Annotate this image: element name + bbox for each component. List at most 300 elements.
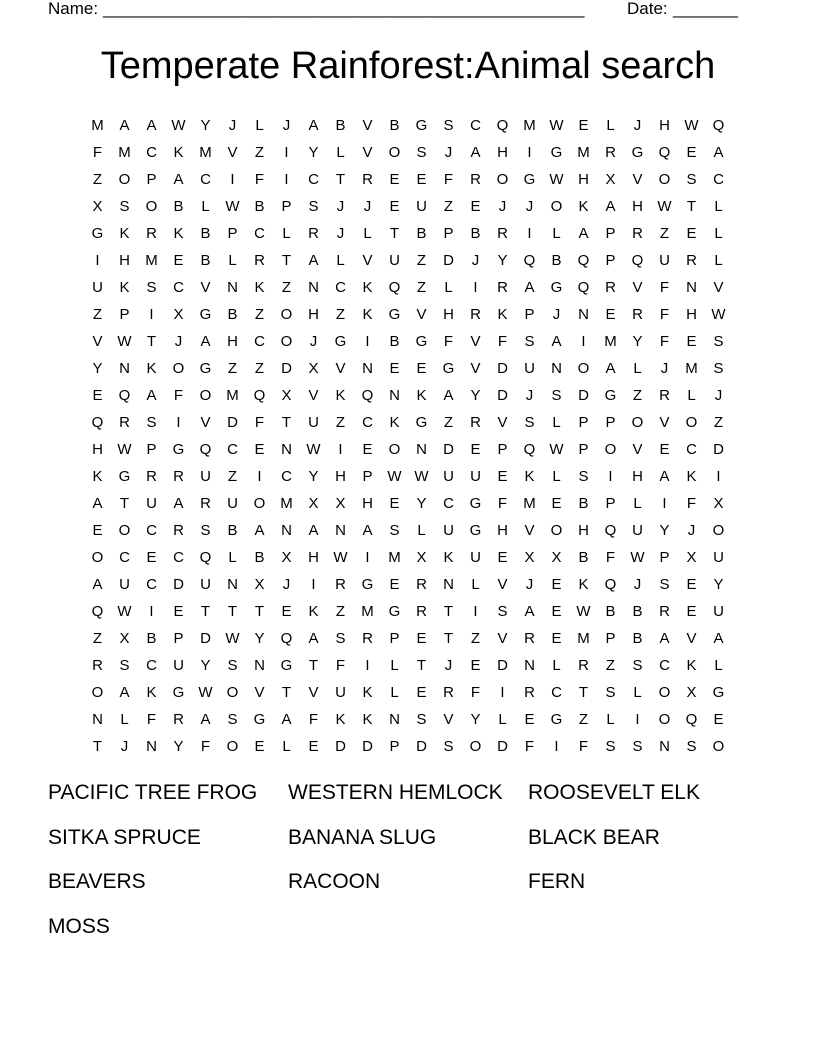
grid-letter[interactable]: U: [92, 279, 103, 296]
grid-letter[interactable]: O: [685, 414, 698, 431]
grid-letter[interactable]: X: [551, 549, 562, 566]
grid-letter[interactable]: O: [388, 144, 401, 161]
grid-letter[interactable]: D: [497, 738, 508, 755]
grid-letter[interactable]: J: [714, 387, 723, 404]
grid-letter[interactable]: I: [95, 252, 100, 269]
grid-letter[interactable]: G: [712, 684, 725, 701]
grid-letter[interactable]: T: [200, 603, 211, 620]
grid-letter[interactable]: L: [417, 522, 426, 539]
grid-letter[interactable]: F: [254, 171, 265, 188]
grid-letter[interactable]: Q: [658, 144, 671, 161]
grid-letter[interactable]: L: [606, 711, 615, 728]
grid-letter[interactable]: S: [605, 684, 616, 701]
grid-letter[interactable]: E: [389, 360, 400, 377]
grid-letter[interactable]: E: [605, 306, 616, 323]
grid-letter[interactable]: S: [119, 657, 130, 674]
grid-letter[interactable]: E: [389, 576, 400, 593]
grid-letter[interactable]: S: [416, 144, 427, 161]
grid-letter[interactable]: J: [444, 144, 453, 161]
grid-letter[interactable]: Q: [604, 576, 617, 593]
grid-letter[interactable]: A: [119, 117, 130, 134]
grid-letter[interactable]: S: [524, 414, 535, 431]
grid-letter[interactable]: F: [146, 711, 157, 728]
grid-letter[interactable]: J: [633, 117, 642, 134]
grid-letter[interactable]: W: [333, 549, 348, 566]
grid-letter[interactable]: U: [443, 468, 454, 485]
grid-letter[interactable]: R: [605, 279, 616, 296]
grid-letter[interactable]: P: [578, 414, 589, 431]
grid-letter[interactable]: X: [254, 576, 265, 593]
grid-letter[interactable]: H: [362, 495, 373, 512]
grid-letter[interactable]: S: [443, 738, 454, 755]
grid-letter[interactable]: X: [416, 549, 427, 566]
grid-letter[interactable]: E: [551, 603, 562, 620]
grid-letter[interactable]: A: [173, 495, 184, 512]
grid-letter[interactable]: V: [686, 630, 697, 647]
grid-letter[interactable]: G: [550, 711, 563, 728]
grid-letter[interactable]: R: [686, 252, 697, 269]
grid-letter[interactable]: Q: [685, 711, 698, 728]
date-field[interactable]: _______: [673, 0, 738, 18]
grid-letter[interactable]: B: [254, 198, 265, 215]
grid-letter[interactable]: I: [365, 657, 370, 674]
grid-letter[interactable]: V: [362, 252, 373, 269]
grid-letter[interactable]: M: [199, 144, 212, 161]
grid-letter[interactable]: I: [176, 414, 181, 431]
grid-letter[interactable]: I: [284, 171, 289, 188]
grid-letter[interactable]: P: [227, 225, 238, 242]
grid-letter[interactable]: C: [362, 414, 373, 431]
grid-letter[interactable]: R: [146, 468, 157, 485]
grid-letter[interactable]: R: [578, 657, 589, 674]
grid-letter[interactable]: P: [524, 306, 535, 323]
grid-letter[interactable]: I: [284, 144, 289, 161]
grid-letter[interactable]: Q: [523, 252, 536, 269]
grid-letter[interactable]: P: [146, 171, 157, 188]
grid-letter[interactable]: R: [119, 414, 130, 431]
grid-letter[interactable]: U: [470, 468, 481, 485]
grid-letter[interactable]: V: [659, 414, 670, 431]
grid-letter[interactable]: G: [523, 171, 536, 188]
grid-letter[interactable]: R: [605, 144, 616, 161]
grid-letter[interactable]: G: [442, 360, 455, 377]
grid-letter[interactable]: X: [686, 684, 697, 701]
grid-letter[interactable]: R: [659, 603, 670, 620]
grid-letter[interactable]: D: [227, 414, 238, 431]
grid-letter[interactable]: L: [633, 495, 642, 512]
grid-letter[interactable]: N: [362, 360, 373, 377]
grid-letter[interactable]: Y: [308, 144, 319, 161]
grid-letter[interactable]: R: [524, 684, 535, 701]
grid-letter[interactable]: S: [146, 279, 157, 296]
grid-letter[interactable]: K: [578, 198, 589, 215]
grid-letter[interactable]: N: [389, 711, 400, 728]
grid-letter[interactable]: M: [604, 333, 617, 350]
grid-letter[interactable]: L: [633, 684, 642, 701]
grid-letter[interactable]: U: [524, 360, 535, 377]
grid-letter[interactable]: G: [199, 306, 212, 323]
grid-letter[interactable]: F: [308, 711, 319, 728]
grid-letter[interactable]: C: [146, 576, 157, 593]
grid-letter[interactable]: M: [577, 630, 590, 647]
grid-letter[interactable]: Z: [578, 711, 589, 728]
grid-letter[interactable]: C: [308, 171, 319, 188]
grid-letter[interactable]: G: [334, 333, 347, 350]
grid-letter[interactable]: C: [254, 333, 265, 350]
grid-letter[interactable]: F: [524, 738, 535, 755]
grid-letter[interactable]: X: [173, 306, 184, 323]
grid-letter[interactable]: K: [362, 306, 373, 323]
grid-letter[interactable]: F: [254, 414, 265, 431]
grid-letter[interactable]: V: [524, 522, 535, 539]
grid-letter[interactable]: L: [363, 225, 372, 242]
grid-letter[interactable]: Q: [604, 522, 617, 539]
grid-letter[interactable]: O: [577, 360, 590, 377]
grid-letter[interactable]: K: [146, 684, 157, 701]
grid-letter[interactable]: L: [444, 279, 453, 296]
grid-letter[interactable]: Q: [577, 279, 590, 296]
grid-letter[interactable]: R: [173, 522, 184, 539]
grid-letter[interactable]: B: [578, 495, 589, 512]
grid-letter[interactable]: E: [551, 495, 562, 512]
grid-letter[interactable]: Q: [91, 603, 104, 620]
grid-letter[interactable]: O: [712, 522, 725, 539]
grid-letter[interactable]: L: [255, 117, 264, 134]
grid-letter[interactable]: G: [415, 333, 428, 350]
grid-letter[interactable]: Z: [335, 306, 346, 323]
grid-letter[interactable]: W: [117, 333, 132, 350]
grid-letter[interactable]: H: [119, 252, 130, 269]
grid-letter[interactable]: N: [659, 738, 670, 755]
grid-letter[interactable]: Y: [470, 387, 481, 404]
grid-letter[interactable]: P: [443, 225, 454, 242]
grid-letter[interactable]: U: [443, 522, 454, 539]
grid-letter[interactable]: Z: [227, 468, 238, 485]
grid-letter[interactable]: N: [335, 522, 346, 539]
grid-letter[interactable]: A: [362, 522, 373, 539]
grid-letter[interactable]: K: [686, 468, 697, 485]
grid-letter[interactable]: B: [632, 603, 643, 620]
grid-letter[interactable]: P: [659, 549, 670, 566]
grid-letter[interactable]: W: [711, 306, 726, 323]
grid-letter[interactable]: N: [92, 711, 103, 728]
grid-letter[interactable]: O: [631, 414, 644, 431]
grid-letter[interactable]: R: [470, 171, 481, 188]
grid-letter[interactable]: J: [444, 657, 453, 674]
grid-letter[interactable]: A: [605, 198, 616, 215]
grid-letter[interactable]: S: [308, 198, 319, 215]
grid-letter[interactable]: K: [173, 144, 184, 161]
grid-letter[interactable]: W: [549, 441, 564, 458]
grid-letter[interactable]: O: [226, 738, 239, 755]
grid-letter[interactable]: Q: [280, 630, 293, 647]
grid-letter[interactable]: U: [416, 198, 427, 215]
grid-letter[interactable]: C: [551, 684, 562, 701]
grid-letter[interactable]: V: [497, 576, 508, 593]
grid-letter[interactable]: A: [281, 711, 292, 728]
grid-letter[interactable]: A: [173, 171, 184, 188]
grid-letter[interactable]: F: [686, 495, 697, 512]
grid-letter[interactable]: L: [633, 360, 642, 377]
grid-letter[interactable]: W: [198, 684, 213, 701]
grid-letter[interactable]: R: [173, 711, 184, 728]
grid-letter[interactable]: B: [173, 198, 184, 215]
grid-letter[interactable]: E: [146, 549, 157, 566]
grid-letter[interactable]: T: [308, 657, 319, 674]
grid-letter[interactable]: X: [308, 495, 319, 512]
grid-letter[interactable]: B: [200, 252, 211, 269]
grid-letter[interactable]: G: [469, 495, 482, 512]
grid-letter[interactable]: U: [659, 252, 670, 269]
grid-letter[interactable]: L: [687, 387, 696, 404]
grid-letter[interactable]: X: [524, 549, 535, 566]
grid-letter[interactable]: J: [525, 387, 534, 404]
grid-letter[interactable]: Z: [443, 414, 454, 431]
grid-letter[interactable]: P: [389, 630, 400, 647]
grid-letter[interactable]: O: [658, 711, 671, 728]
grid-letter[interactable]: C: [335, 279, 346, 296]
grid-letter[interactable]: E: [254, 738, 265, 755]
grid-letter[interactable]: L: [282, 225, 291, 242]
grid-letter[interactable]: L: [282, 738, 291, 755]
grid-letter[interactable]: Z: [605, 657, 616, 674]
grid-letter[interactable]: C: [254, 225, 265, 242]
grid-letter[interactable]: A: [524, 603, 535, 620]
grid-letter[interactable]: T: [578, 684, 589, 701]
grid-letter[interactable]: Q: [577, 252, 590, 269]
grid-letter[interactable]: Y: [173, 738, 184, 755]
grid-letter[interactable]: S: [578, 468, 589, 485]
grid-letter[interactable]: I: [311, 576, 316, 593]
grid-letter[interactable]: J: [174, 333, 183, 350]
grid-letter[interactable]: F: [659, 333, 670, 350]
grid-letter[interactable]: G: [388, 603, 401, 620]
grid-letter[interactable]: E: [686, 225, 697, 242]
grid-letter[interactable]: P: [389, 738, 400, 755]
grid-letter[interactable]: P: [281, 198, 292, 215]
grid-letter[interactable]: A: [92, 576, 103, 593]
grid-letter[interactable]: C: [686, 441, 697, 458]
grid-letter[interactable]: G: [469, 522, 482, 539]
grid-letter[interactable]: Z: [92, 171, 103, 188]
grid-letter[interactable]: Z: [659, 225, 670, 242]
grid-letter[interactable]: O: [712, 738, 725, 755]
grid-letter[interactable]: D: [281, 360, 292, 377]
grid-letter[interactable]: A: [308, 252, 319, 269]
grid-letter[interactable]: A: [308, 522, 319, 539]
grid-letter[interactable]: O: [658, 684, 671, 701]
grid-letter[interactable]: O: [253, 495, 266, 512]
grid-letter[interactable]: B: [335, 117, 346, 134]
grid-letter[interactable]: A: [146, 117, 157, 134]
grid-letter[interactable]: M: [523, 495, 536, 512]
grid-letter[interactable]: I: [527, 144, 532, 161]
grid-letter[interactable]: L: [201, 198, 210, 215]
grid-letter[interactable]: S: [389, 522, 400, 539]
grid-letter[interactable]: V: [497, 414, 508, 431]
grid-letter[interactable]: G: [199, 360, 212, 377]
grid-letter[interactable]: I: [635, 711, 640, 728]
grid-letter[interactable]: W: [225, 198, 240, 215]
grid-letter[interactable]: B: [416, 225, 427, 242]
grid-letter[interactable]: R: [254, 252, 265, 269]
grid-letter[interactable]: V: [713, 279, 724, 296]
grid-letter[interactable]: M: [91, 117, 104, 134]
grid-letter[interactable]: X: [335, 495, 346, 512]
grid-letter[interactable]: S: [632, 657, 643, 674]
grid-letter[interactable]: C: [227, 441, 238, 458]
grid-letter[interactable]: B: [632, 630, 643, 647]
grid-letter[interactable]: K: [92, 468, 103, 485]
grid-letter[interactable]: A: [713, 630, 724, 647]
grid-letter[interactable]: N: [227, 576, 238, 593]
grid-letter[interactable]: C: [173, 279, 184, 296]
grid-letter[interactable]: F: [200, 738, 211, 755]
grid-letter[interactable]: H: [227, 333, 238, 350]
grid-letter[interactable]: E: [254, 441, 265, 458]
grid-letter[interactable]: Z: [416, 279, 427, 296]
grid-letter[interactable]: A: [659, 630, 670, 647]
grid-letter[interactable]: T: [389, 225, 400, 242]
grid-letter[interactable]: V: [632, 171, 643, 188]
grid-letter[interactable]: W: [171, 117, 186, 134]
grid-letter[interactable]: Q: [523, 441, 536, 458]
grid-letter[interactable]: G: [118, 468, 131, 485]
grid-letter[interactable]: P: [605, 414, 616, 431]
grid-letter[interactable]: P: [605, 495, 616, 512]
grid-letter[interactable]: O: [496, 171, 509, 188]
grid-letter[interactable]: W: [549, 171, 564, 188]
grid-letter[interactable]: G: [415, 117, 428, 134]
grid-letter[interactable]: B: [389, 333, 400, 350]
grid-letter[interactable]: V: [632, 279, 643, 296]
grid-letter[interactable]: I: [581, 333, 586, 350]
grid-letter[interactable]: G: [631, 144, 644, 161]
grid-letter[interactable]: T: [686, 198, 697, 215]
grid-letter[interactable]: W: [225, 630, 240, 647]
grid-letter[interactable]: D: [416, 738, 427, 755]
grid-letter[interactable]: H: [632, 468, 643, 485]
grid-letter[interactable]: Y: [92, 360, 103, 377]
grid-letter[interactable]: A: [146, 387, 157, 404]
grid-letter[interactable]: Q: [253, 387, 266, 404]
grid-letter[interactable]: K: [497, 306, 508, 323]
name-field[interactable]: ____________________________________________________: [103, 0, 585, 18]
grid-letter[interactable]: K: [173, 225, 184, 242]
grid-letter[interactable]: E: [578, 117, 589, 134]
grid-letter[interactable]: K: [416, 387, 427, 404]
grid-letter[interactable]: J: [336, 198, 345, 215]
grid-letter[interactable]: X: [119, 630, 130, 647]
grid-letter[interactable]: L: [471, 576, 480, 593]
grid-letter[interactable]: P: [605, 630, 616, 647]
grid-letter[interactable]: H: [497, 144, 508, 161]
grid-letter[interactable]: R: [416, 576, 427, 593]
grid-letter[interactable]: H: [686, 306, 697, 323]
grid-letter[interactable]: J: [228, 117, 237, 134]
grid-letter[interactable]: A: [578, 225, 589, 242]
grid-letter[interactable]: O: [118, 522, 131, 539]
grid-letter[interactable]: S: [146, 414, 157, 431]
grid-letter[interactable]: Z: [335, 414, 346, 431]
grid-letter[interactable]: A: [605, 360, 616, 377]
grid-letter[interactable]: E: [389, 495, 400, 512]
grid-letter[interactable]: O: [91, 684, 104, 701]
grid-letter[interactable]: B: [605, 603, 616, 620]
grid-letter[interactable]: W: [117, 603, 132, 620]
grid-letter[interactable]: V: [227, 144, 238, 161]
grid-letter[interactable]: D: [497, 360, 508, 377]
grid-letter[interactable]: P: [146, 441, 157, 458]
grid-letter[interactable]: K: [578, 576, 589, 593]
grid-letter[interactable]: F: [578, 738, 589, 755]
grid-letter[interactable]: Z: [335, 603, 346, 620]
grid-letter[interactable]: G: [361, 576, 374, 593]
grid-letter[interactable]: S: [632, 738, 643, 755]
grid-letter[interactable]: Y: [632, 333, 643, 350]
grid-letter[interactable]: L: [552, 657, 561, 674]
grid-letter[interactable]: G: [415, 414, 428, 431]
grid-letter[interactable]: M: [388, 549, 401, 566]
grid-letter[interactable]: S: [713, 333, 724, 350]
grid-letter[interactable]: I: [149, 603, 154, 620]
grid-letter[interactable]: I: [500, 684, 505, 701]
grid-letter[interactable]: Y: [200, 117, 211, 134]
grid-letter[interactable]: D: [362, 738, 373, 755]
grid-letter[interactable]: J: [282, 117, 291, 134]
grid-letter[interactable]: O: [658, 171, 671, 188]
grid-letter[interactable]: J: [525, 198, 534, 215]
grid-letter[interactable]: R: [632, 225, 643, 242]
grid-letter[interactable]: K: [254, 279, 265, 296]
grid-letter[interactable]: Q: [199, 549, 212, 566]
grid-letter[interactable]: C: [713, 171, 724, 188]
grid-letter[interactable]: U: [632, 522, 643, 539]
grid-letter[interactable]: S: [605, 738, 616, 755]
grid-letter[interactable]: E: [551, 630, 562, 647]
grid-letter[interactable]: J: [471, 252, 480, 269]
grid-letter[interactable]: R: [497, 279, 508, 296]
grid-letter[interactable]: Z: [470, 630, 481, 647]
grid-letter[interactable]: I: [257, 468, 262, 485]
grid-letter[interactable]: G: [550, 279, 563, 296]
grid-letter[interactable]: W: [387, 468, 402, 485]
grid-letter[interactable]: J: [120, 738, 129, 755]
grid-letter[interactable]: W: [306, 441, 321, 458]
grid-letter[interactable]: E: [497, 468, 508, 485]
grid-letter[interactable]: B: [470, 225, 481, 242]
grid-letter[interactable]: E: [308, 738, 319, 755]
grid-letter[interactable]: W: [117, 441, 132, 458]
grid-letter[interactable]: L: [336, 252, 345, 269]
grid-letter[interactable]: P: [119, 306, 130, 323]
grid-letter[interactable]: O: [604, 441, 617, 458]
grid-letter[interactable]: L: [390, 657, 399, 674]
grid-letter[interactable]: R: [416, 603, 427, 620]
grid-letter[interactable]: K: [119, 279, 130, 296]
grid-letter[interactable]: V: [254, 684, 265, 701]
grid-letter[interactable]: J: [363, 198, 372, 215]
grid-letter[interactable]: C: [443, 495, 454, 512]
grid-letter[interactable]: N: [119, 360, 130, 377]
grid-letter[interactable]: H: [92, 441, 103, 458]
grid-letter[interactable]: V: [92, 333, 103, 350]
grid-letter[interactable]: D: [443, 441, 454, 458]
grid-letter[interactable]: E: [416, 360, 427, 377]
grid-letter[interactable]: G: [91, 225, 104, 242]
grid-letter[interactable]: O: [280, 333, 293, 350]
grid-letter[interactable]: X: [605, 171, 616, 188]
